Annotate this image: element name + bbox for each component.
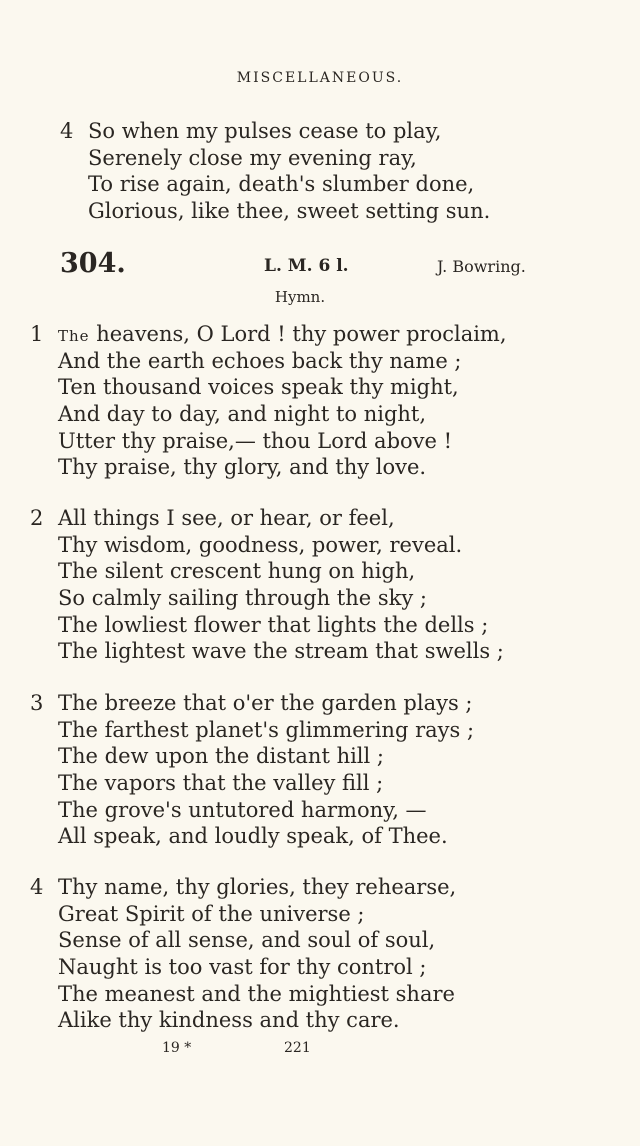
verse-line	[0, 954, 600, 981]
previous-hymn-stanza	[0, 118, 600, 225]
verse-line	[0, 612, 600, 639]
verse-text: Ten thousand voices speak thy might,	[58, 375, 459, 400]
verse-text: The dew upon the distant hill ;	[58, 744, 384, 769]
verse-line	[0, 198, 600, 225]
verse-line	[0, 901, 600, 928]
verse-line	[0, 797, 600, 824]
verse-line	[0, 321, 600, 348]
verse-text: Serenely close my evening ray,	[88, 145, 417, 170]
verse-line	[0, 1007, 600, 1034]
verse-text	[58, 321, 507, 350]
verse-text: And the earth echoes back thy name ;	[58, 348, 462, 373]
verse-line	[0, 454, 600, 481]
page-number: 221	[284, 1040, 311, 1056]
stanza-4	[0, 874, 600, 1034]
verse-text: Thy name, thy glories, they rehearse,	[58, 875, 457, 899]
verse-text: The vapors that the valley fill ;	[58, 771, 384, 796]
verse-line	[0, 585, 600, 612]
verse-text: So calmly sailing through the sky ;	[58, 586, 427, 611]
verse-line	[0, 532, 600, 559]
stanza-number: 1	[30, 322, 44, 346]
verse-line	[0, 770, 600, 797]
stanza-number: 4	[60, 119, 74, 143]
stanza-number: 3	[30, 691, 44, 715]
verse-text: So when my pulses cease to play,	[88, 119, 442, 143]
verse-text: The meanest and the mightiest share	[58, 981, 455, 1006]
verse-text: The silent crescent hung on high,	[58, 559, 416, 584]
verse-line	[0, 690, 600, 717]
verse-line	[0, 374, 600, 401]
verse-text: Naught is too vast for thy control ;	[58, 955, 427, 980]
verse-text: Utter thy praise,— thou Lord above !	[58, 428, 453, 453]
verse-line	[0, 428, 600, 455]
verse-text: Thy praise, thy glory, and thy love.	[58, 455, 427, 480]
hymn-meter: L. M. 6 l.	[264, 256, 349, 276]
verse-line	[0, 171, 600, 198]
verse-text: Glorious, like thee, sweet setting sun.	[88, 199, 491, 224]
stanza-number: 4	[30, 875, 44, 899]
verse-line	[0, 981, 600, 1008]
verse-text: The farthest planet's glimmering rays ;	[58, 717, 475, 742]
verse-line	[0, 823, 600, 850]
verse-line	[0, 145, 600, 172]
verse-line	[0, 743, 600, 770]
stanza-1	[0, 321, 600, 481]
verse-text: All things I see, or hear, or feel,	[58, 506, 395, 530]
drop-word: The	[58, 327, 90, 345]
verse-text: The grove's untutored harmony, —	[58, 797, 427, 822]
stanza-2	[0, 505, 600, 665]
verse-text: All speak, and loudly speak, of Thee.	[58, 824, 448, 849]
signature-mark: 19 *	[162, 1040, 192, 1056]
verse-line	[0, 558, 600, 585]
verse-line	[0, 401, 600, 428]
stanza-number: 2	[30, 506, 44, 530]
verse-text: The lowliest flower that lights the dells ;	[58, 612, 489, 637]
verse-text: Great Spirit of the universe ;	[58, 901, 365, 926]
verse-text: The lightest wave the stream that swells ;	[58, 639, 504, 664]
hymn-subtitle: Hymn.	[274, 288, 326, 306]
verse-line	[0, 874, 600, 901]
verse-line	[0, 717, 600, 744]
verse-text: The breeze that o'er the garden plays ;	[58, 691, 473, 715]
verse-text: Thy wisdom, goodness, power, reveal.	[58, 532, 463, 557]
verse-line	[0, 927, 600, 954]
verse-line	[0, 505, 600, 532]
verse-text: To rise again, death's slumber done,	[88, 172, 475, 197]
verse-line	[0, 638, 600, 665]
verse-text: Sense of all sense, and soul of soul,	[58, 928, 436, 953]
verse-line	[0, 348, 600, 375]
verse-text: Alike thy kindness and thy care.	[58, 1008, 400, 1033]
running-head: MISCELLANEOUS.	[236, 70, 404, 86]
hymn-author: J. Bowring.	[437, 257, 526, 276]
verse-text: And day to day, and night to night,	[58, 402, 427, 427]
first-line-rest: heavens, O Lord ! thy power proclaim,	[89, 322, 507, 346]
stanza-3	[0, 690, 600, 850]
verse-line	[0, 118, 600, 145]
hymn-number: 304.	[60, 248, 126, 279]
